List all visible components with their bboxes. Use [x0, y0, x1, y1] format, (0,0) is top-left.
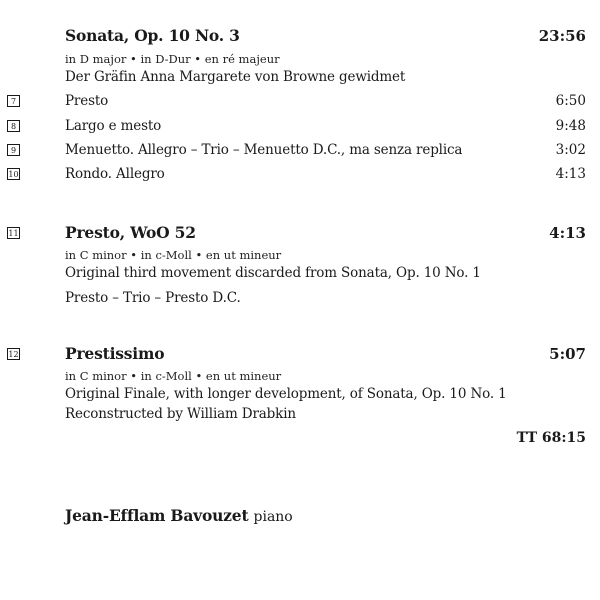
- work-note: Original third movement discarded from Sonata, Op. 10 No. 1: [65, 265, 481, 281]
- work-title: Prestissimo: [65, 344, 165, 363]
- work-duration: 23:56: [538, 27, 586, 45]
- movement-title: Presto: [65, 93, 109, 109]
- movement-title: Menuetto. Allegro – Trio – Menuetto D.C., ma senza replica: [65, 142, 463, 158]
- track-number: 11: [8, 229, 19, 238]
- work-note: Presto – Trio – Presto D.C.: [65, 290, 241, 306]
- performer: [65, 506, 293, 525]
- work-dedication: Der Gräfin Anna Margarete von Browne gewidmet: [65, 69, 406, 85]
- movement-time: 3:02: [555, 142, 586, 158]
- work-key: in D major • in D-Dur • en ré majeur: [65, 52, 280, 66]
- work-key: in C minor • in c-Moll • en ut mineur: [65, 248, 282, 262]
- work-note: Reconstructed by William Drabkin: [65, 406, 296, 422]
- work-key: in C minor • in c-Moll • en ut mineur: [65, 369, 282, 383]
- work-duration: 5:07: [549, 345, 586, 363]
- movement-time: 9:48: [555, 118, 586, 134]
- movement-title: Rondo. Allegro: [65, 166, 165, 182]
- performer-instrument: piano: [253, 509, 293, 525]
- work-duration: 4:13: [549, 224, 586, 242]
- track-number: 8: [7, 120, 20, 132]
- performer-name: Jean-Efflam Bavouzet: [65, 506, 249, 525]
- movement-time: 4:13: [555, 166, 586, 182]
- work-note: Original Finale, with longer development, of Sonata, Op. 10 No. 1: [65, 386, 507, 402]
- track-number: 7: [7, 95, 20, 107]
- work-title: Sonata, Op. 10 No. 3: [65, 26, 240, 45]
- movement-time: 6:50: [555, 93, 586, 109]
- total-time: TT 68:15: [516, 430, 586, 446]
- track-number: 9: [7, 144, 20, 156]
- track-number: 10: [8, 170, 19, 179]
- track-number: 12: [8, 350, 19, 359]
- work-title: Presto, WoO 52: [65, 223, 196, 242]
- movement-title: Largo e mesto: [65, 118, 162, 134]
